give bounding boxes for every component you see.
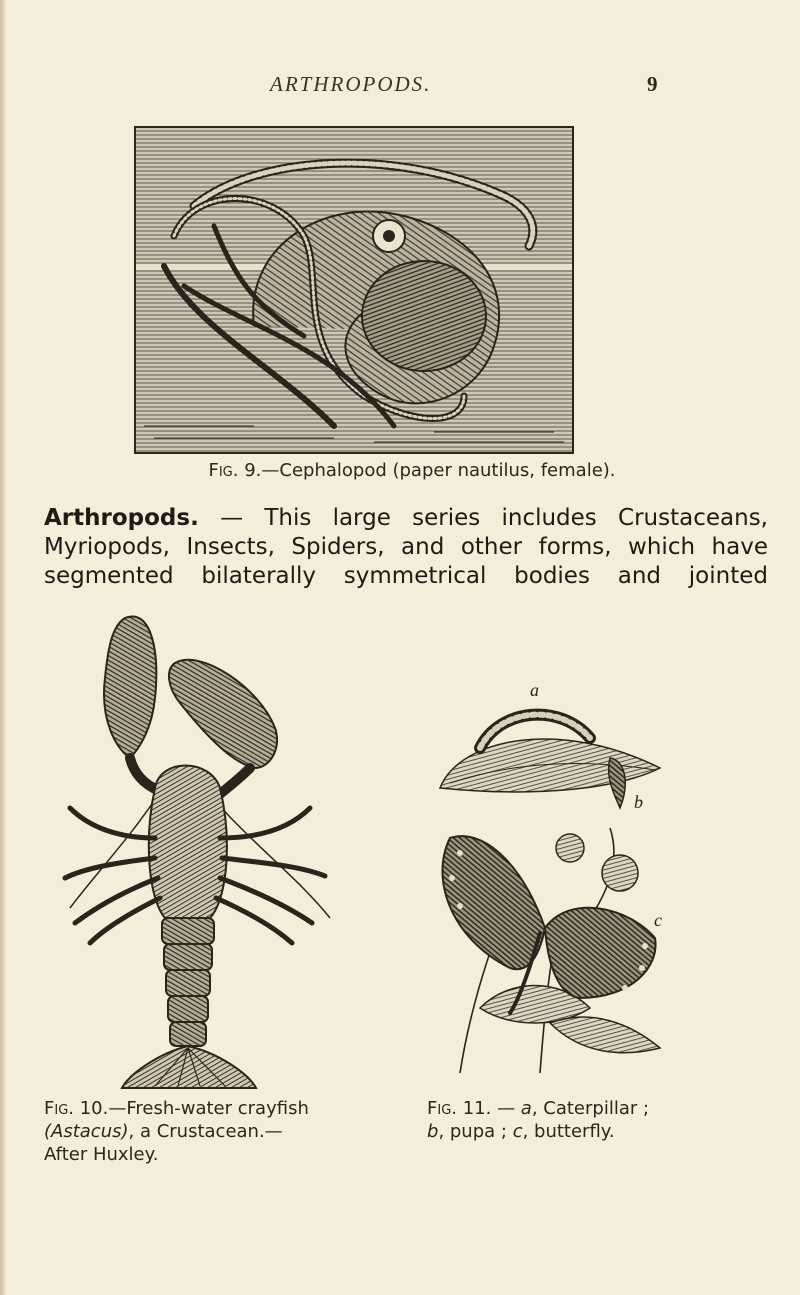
figure-11-letter-a: a	[520, 1098, 532, 1119]
figure-11-caption	[427, 1097, 747, 1143]
figure-11-butterfly-engraving	[420, 678, 670, 1078]
figure-10-caption-text-2: , a Crustacean.—	[128, 1121, 283, 1142]
figure-11-letter-b: b	[427, 1121, 439, 1142]
plate-letter-b: b	[634, 792, 643, 812]
figure-10-label: Fig. 10.	[44, 1098, 109, 1119]
figure-10-caption-line-2	[44, 1120, 344, 1143]
figure-10-crayfish-engraving	[60, 608, 350, 1090]
figure-11-caption-caterpillar: , Caterpillar ;	[531, 1098, 650, 1119]
page-number: 9	[647, 72, 658, 96]
caterpillar-pupa-butterfly-illustration	[420, 678, 670, 1078]
body-line-1-text: — This large series includes Crustaceans,	[198, 505, 768, 531]
figure-10-caption-text-1: —Fresh-water crayfish	[108, 1098, 309, 1119]
figure-11-caption-line-1	[427, 1097, 747, 1120]
figure-10-caption-line-1	[44, 1097, 344, 1120]
figure-10-caption-line-3: After Huxley.	[44, 1144, 159, 1165]
plate-letter-c: c	[654, 910, 662, 930]
figure-11-caption-butterfly: , butterfly.	[522, 1121, 615, 1142]
figure-11-caption-line-2	[427, 1120, 747, 1143]
figure-11-letter-c: c	[512, 1121, 523, 1142]
figure-9-caption	[0, 460, 800, 481]
figure-9-paper-nautilus-engraving	[134, 126, 574, 454]
figure-10-caption	[44, 1097, 344, 1166]
body-line-2: Myriopods, Insects, Spiders, and other forms, which have	[44, 534, 768, 560]
paper-nautilus-illustration	[134, 126, 574, 454]
figure-11-caption-pupa: , pupa ;	[438, 1121, 513, 1142]
figure-10-genus-name: (Astacus)	[44, 1121, 129, 1142]
plate-letter-a: a	[530, 680, 539, 700]
body-line-3: segmented bilaterally symmetrical bodies and jointed	[44, 563, 768, 589]
figure-11-dash: —	[491, 1098, 521, 1119]
page-binding-edge	[0, 0, 6, 1295]
running-head	[0, 72, 800, 102]
running-title: ARTHROPODS.	[270, 72, 432, 96]
body-paragraph	[44, 504, 768, 591]
figure-11-label: Fig. 11.	[427, 1098, 492, 1119]
crayfish-illustration	[60, 608, 350, 1090]
body-line-1	[44, 504, 768, 533]
figure-9-label: Fig. 9.	[208, 460, 262, 481]
figure-9-caption-text: —Cephalopod (paper nautilus, female).	[261, 460, 616, 481]
section-lead-term: Arthropods.	[44, 505, 199, 531]
